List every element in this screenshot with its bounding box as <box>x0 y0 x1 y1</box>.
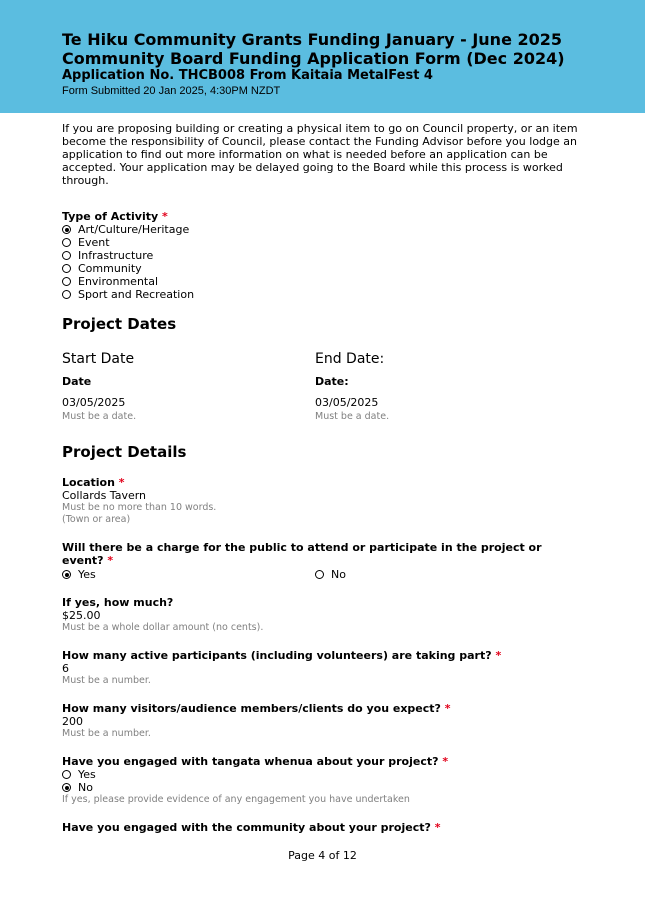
required-asterisk: * <box>444 702 451 715</box>
radio-icon[interactable] <box>62 264 71 273</box>
activity-label: Type of Activity * <box>62 210 168 223</box>
required-asterisk: * <box>118 476 125 489</box>
radio-icon[interactable] <box>62 277 71 286</box>
tangata-option-yes[interactable]: Yes <box>62 768 582 781</box>
required-asterisk: * <box>495 649 502 662</box>
end-date-hint: Must be a date. <box>315 411 390 422</box>
radio-selected-icon[interactable] <box>62 570 71 579</box>
charge-option-yes[interactable]: Yes <box>62 568 315 581</box>
form-header <box>0 0 645 113</box>
activity-option-art[interactable]: Art/Culture/Heritage <box>62 223 582 236</box>
radio-icon[interactable] <box>315 570 324 579</box>
project-details-heading: Project Details <box>62 443 187 461</box>
required-asterisk: * <box>442 755 449 768</box>
location-label: Location * <box>62 476 125 489</box>
application-number: Application No. THCB008 From Kaitaia MetalFest 4 <box>62 68 433 83</box>
charge-option-no[interactable]: No <box>315 568 568 581</box>
start-date-field <box>62 351 315 423</box>
how-much-label: If yes, how much? <box>62 596 174 609</box>
radio-icon[interactable] <box>62 770 71 779</box>
tangata-hint: If yes, please provide evidence of any engagement you have undertaken <box>62 794 410 805</box>
radio-icon[interactable] <box>62 238 71 247</box>
how-much-value[interactable]: $25.00 <box>62 609 101 622</box>
submitted-timestamp: Form Submitted 20 Jan 2025, 4:30PM NZDT <box>62 85 281 97</box>
project-dates-row <box>62 351 582 423</box>
community-field <box>62 821 582 834</box>
location-hint-area: (Town or area) <box>62 514 131 525</box>
radio-icon[interactable] <box>62 290 71 299</box>
start-date-label: Date <box>62 375 92 388</box>
participants-hint: Must be a number. <box>62 675 151 686</box>
how-much-field <box>62 596 582 634</box>
page-number: Page 4 of 12 <box>288 849 357 862</box>
radio-icon[interactable] <box>62 251 71 260</box>
end-date-title: End Date: <box>315 351 385 367</box>
visitors-field <box>62 702 582 740</box>
visitors-label: How many visitors/audience members/clients do you expect? * <box>62 702 451 715</box>
community-label: Have you engaged with the community about your project? * <box>62 821 441 834</box>
start-date-hint: Must be a date. <box>62 411 137 422</box>
participants-label: How many active participants (including volunteers) are taking part? * <box>62 649 502 662</box>
activity-option-event[interactable]: Event <box>62 236 582 249</box>
start-date-value[interactable]: 03/05/2025 <box>62 396 126 409</box>
header-title-line1: Te Hiku Community Grants Funding January - June 2025 <box>62 30 563 49</box>
end-date-field <box>315 351 568 423</box>
project-dates-heading: Project Dates <box>62 315 177 333</box>
required-asterisk: * <box>434 821 441 834</box>
visitors-value[interactable]: 200 <box>62 715 83 728</box>
intro-paragraph: If you are proposing building or creating a physical item to go on Council property, or an item become the responsibility of Council, please contact the Funding Advisor before you lodge an application to find out more information on what is needed before an application can be accepted. Your application may be delayed going to the Board while this process is worked through. <box>62 122 578 187</box>
radio-selected-icon[interactable] <box>62 225 71 234</box>
required-asterisk: * <box>161 210 168 223</box>
required-asterisk: * <box>107 554 114 567</box>
tangata-label: Have you engaged with tangata whenua about your project? * <box>62 755 449 768</box>
activity-option-sport[interactable]: Sport and Recreation <box>62 288 582 301</box>
visitors-hint: Must be a number. <box>62 728 151 739</box>
header-title-line2: Community Board Funding Application Form (Dec 2024) <box>62 49 565 68</box>
location-value[interactable]: Collards Tavern <box>62 489 147 502</box>
end-date-value[interactable]: 03/05/2025 <box>315 396 379 409</box>
location-hint: Must be no more than 10 words. <box>62 502 217 513</box>
end-date-label: Date: <box>315 375 349 388</box>
tangata-option-no[interactable]: No <box>62 781 582 794</box>
charge-field <box>62 541 582 581</box>
activity-option-infrastructure[interactable]: Infrastructure <box>62 249 582 262</box>
how-much-hint: Must be a whole dollar amount (no cents). <box>62 622 264 633</box>
start-date-title: Start Date <box>62 351 135 367</box>
charge-question: Will there be a charge for the public to attend or participate in the project or event? * <box>62 541 542 567</box>
charge-options <box>62 568 582 581</box>
participants-value[interactable]: 6 <box>62 662 69 675</box>
activity-option-environmental[interactable]: Environmental <box>62 275 582 288</box>
activity-option-community[interactable]: Community <box>62 262 582 275</box>
form-content <box>62 122 582 834</box>
participants-field <box>62 649 582 687</box>
activity-field <box>62 210 582 301</box>
tangata-field <box>62 755 582 806</box>
radio-selected-icon[interactable] <box>62 783 71 792</box>
location-field <box>62 476 582 526</box>
